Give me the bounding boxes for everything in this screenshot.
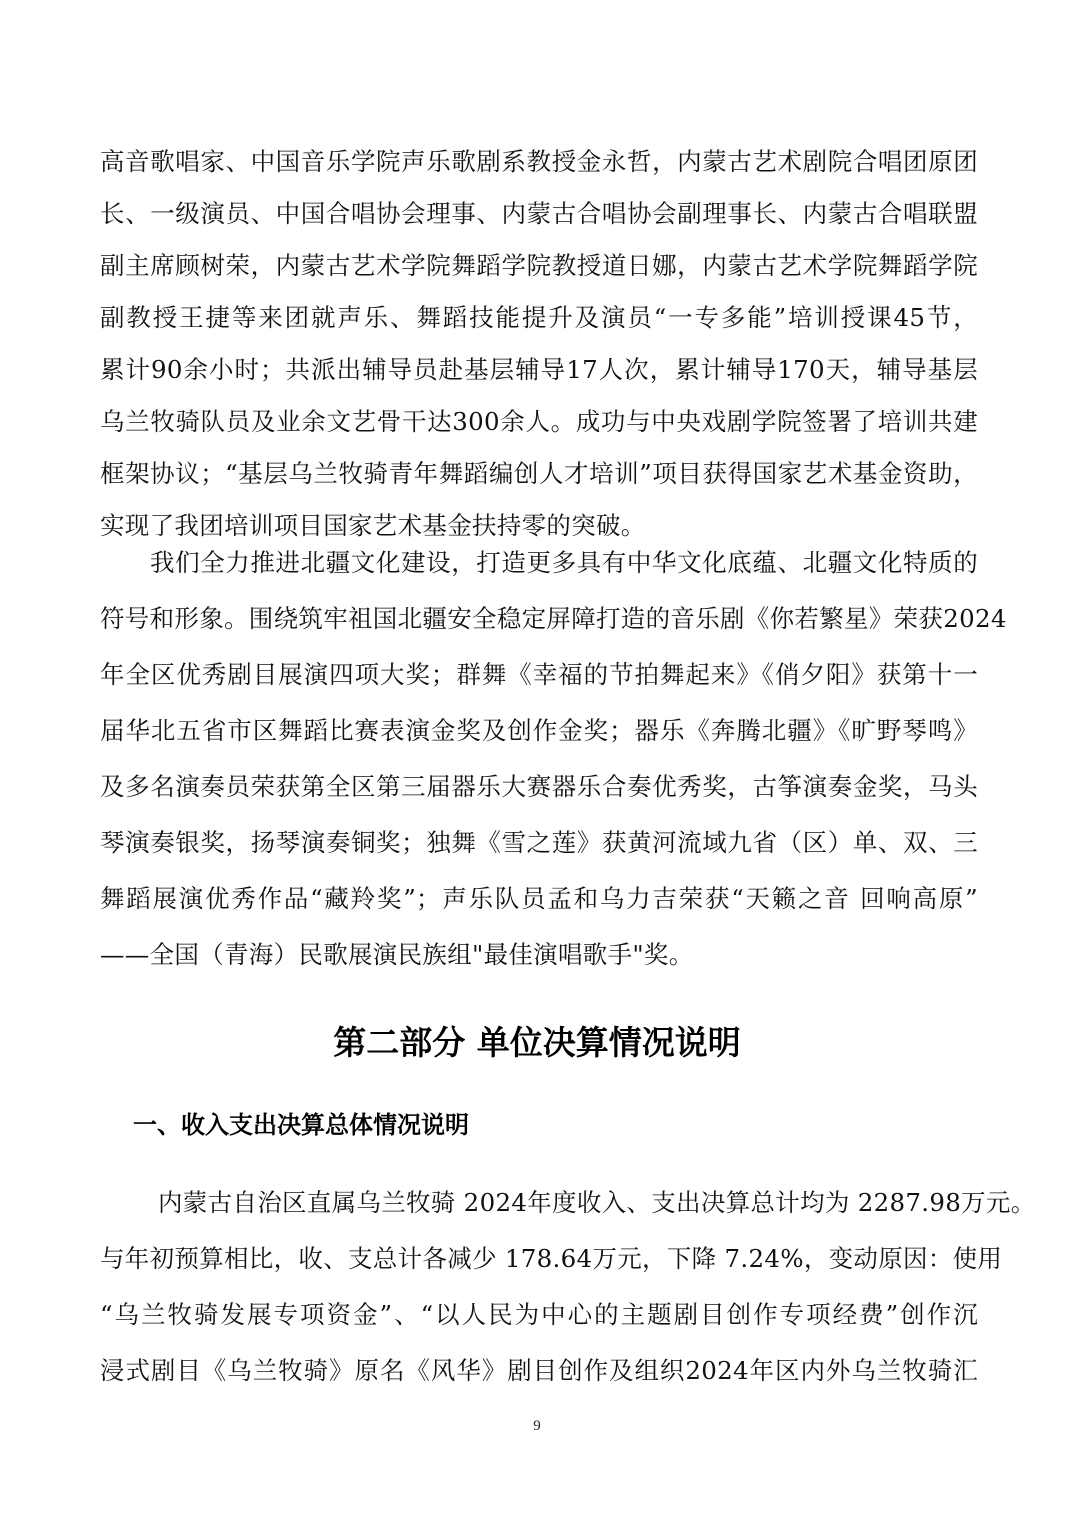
text-line: 实现了我团培训项目国家艺术基金扶持零的突破。: [100, 511, 646, 540]
text-line: 及多名演奏员荣获第全区第三届器乐大赛器乐合奏优秀奖，古筝演奏金奖，马头: [100, 772, 978, 801]
text-line: 副主席顾树荣，内蒙古艺术学院舞蹈学院教授道日娜，内蒙古艺术学院舞蹈学院: [100, 251, 978, 280]
text-line: 副教授王捷等来团就声乐、舞蹈技能提升及演员“一专多能”培训授课45节，: [100, 303, 978, 332]
paragraph-culture: [100, 548, 1007, 969]
section-subtitle: 一、收入支出决算总体情况说明: [133, 1111, 469, 1139]
text-line: 年全区优秀剧目展演四项大奖；群舞《幸福的节拍舞起来》《俏夕阳》获第十一: [100, 660, 978, 689]
section-title: 第二部分 单位决算情况说明: [333, 1023, 741, 1062]
text-line: 我们全力推进北疆文化建设，打造更多具有中华文化底蕴、北疆文化特质的: [150, 548, 978, 577]
text-line: 琴演奏银奖，扬琴演奏铜奖；独舞《雪之莲》获黄河流域九省（区）单、双、三: [100, 828, 978, 857]
text-line: 届华北五省市区舞蹈比赛表演金奖及创作金奖；器乐《奔腾北疆》《旷野琴鸣》: [100, 716, 978, 745]
text-line: 高音歌唱家、中国音乐学院声乐歌剧系教授金永哲，内蒙古艺术剧院合唱团原团: [100, 147, 978, 176]
text-line: 长、一级演员、中国合唱协会理事、内蒙古合唱协会副理事长、内蒙古合唱联盟: [100, 199, 978, 228]
text-line: ——全国（青海）民歌展演民族组"最佳演唱歌手"奖。: [100, 940, 694, 969]
text-line: 符号和形象。围绕筑牢祖国北疆安全稳定屏障打造的音乐剧《你若繁星》荣获2024: [100, 604, 1007, 633]
text-line: 舞蹈展演优秀作品“藏羚奖”；声乐队员孟和乌力吉荣获“天籁之音 回响高原”: [100, 884, 978, 913]
text-line: “乌兰牧骑发展专项资金”、“以人民为中心的主题剧目创作专项经费”创作沉: [100, 1300, 978, 1329]
text-line: 乌兰牧骑队员及业余文艺骨干达300余人。成功与中央戏剧学院签署了培训共建: [100, 407, 978, 436]
page-number: 9: [533, 1418, 541, 1434]
paragraph-training: [100, 147, 978, 547]
text-line: 与年初预算相比，收、支总计各减少 178.64万元，下降 7.24%，变动原因：使用: [100, 1244, 1003, 1273]
text-line: 浸式剧目《乌兰牧骑》原名《风华》剧目创作及组织2024年区内外乌兰牧骑汇: [100, 1356, 978, 1385]
text-line: 框架协议；“基层乌兰牧骑青年舞蹈编创人才培训”项目获得国家艺术基金资助，: [100, 459, 978, 488]
text-line: 累计90余小时；共派出辅导员赴基层辅导17人次，累计辅导170天，辅导基层: [100, 355, 978, 384]
paragraph-budget: [100, 1188, 1036, 1388]
text-line: 内蒙古自治区直属乌兰牧骑 2024年度收入、支出决算总计均为 2287.98万元。: [158, 1188, 1036, 1217]
